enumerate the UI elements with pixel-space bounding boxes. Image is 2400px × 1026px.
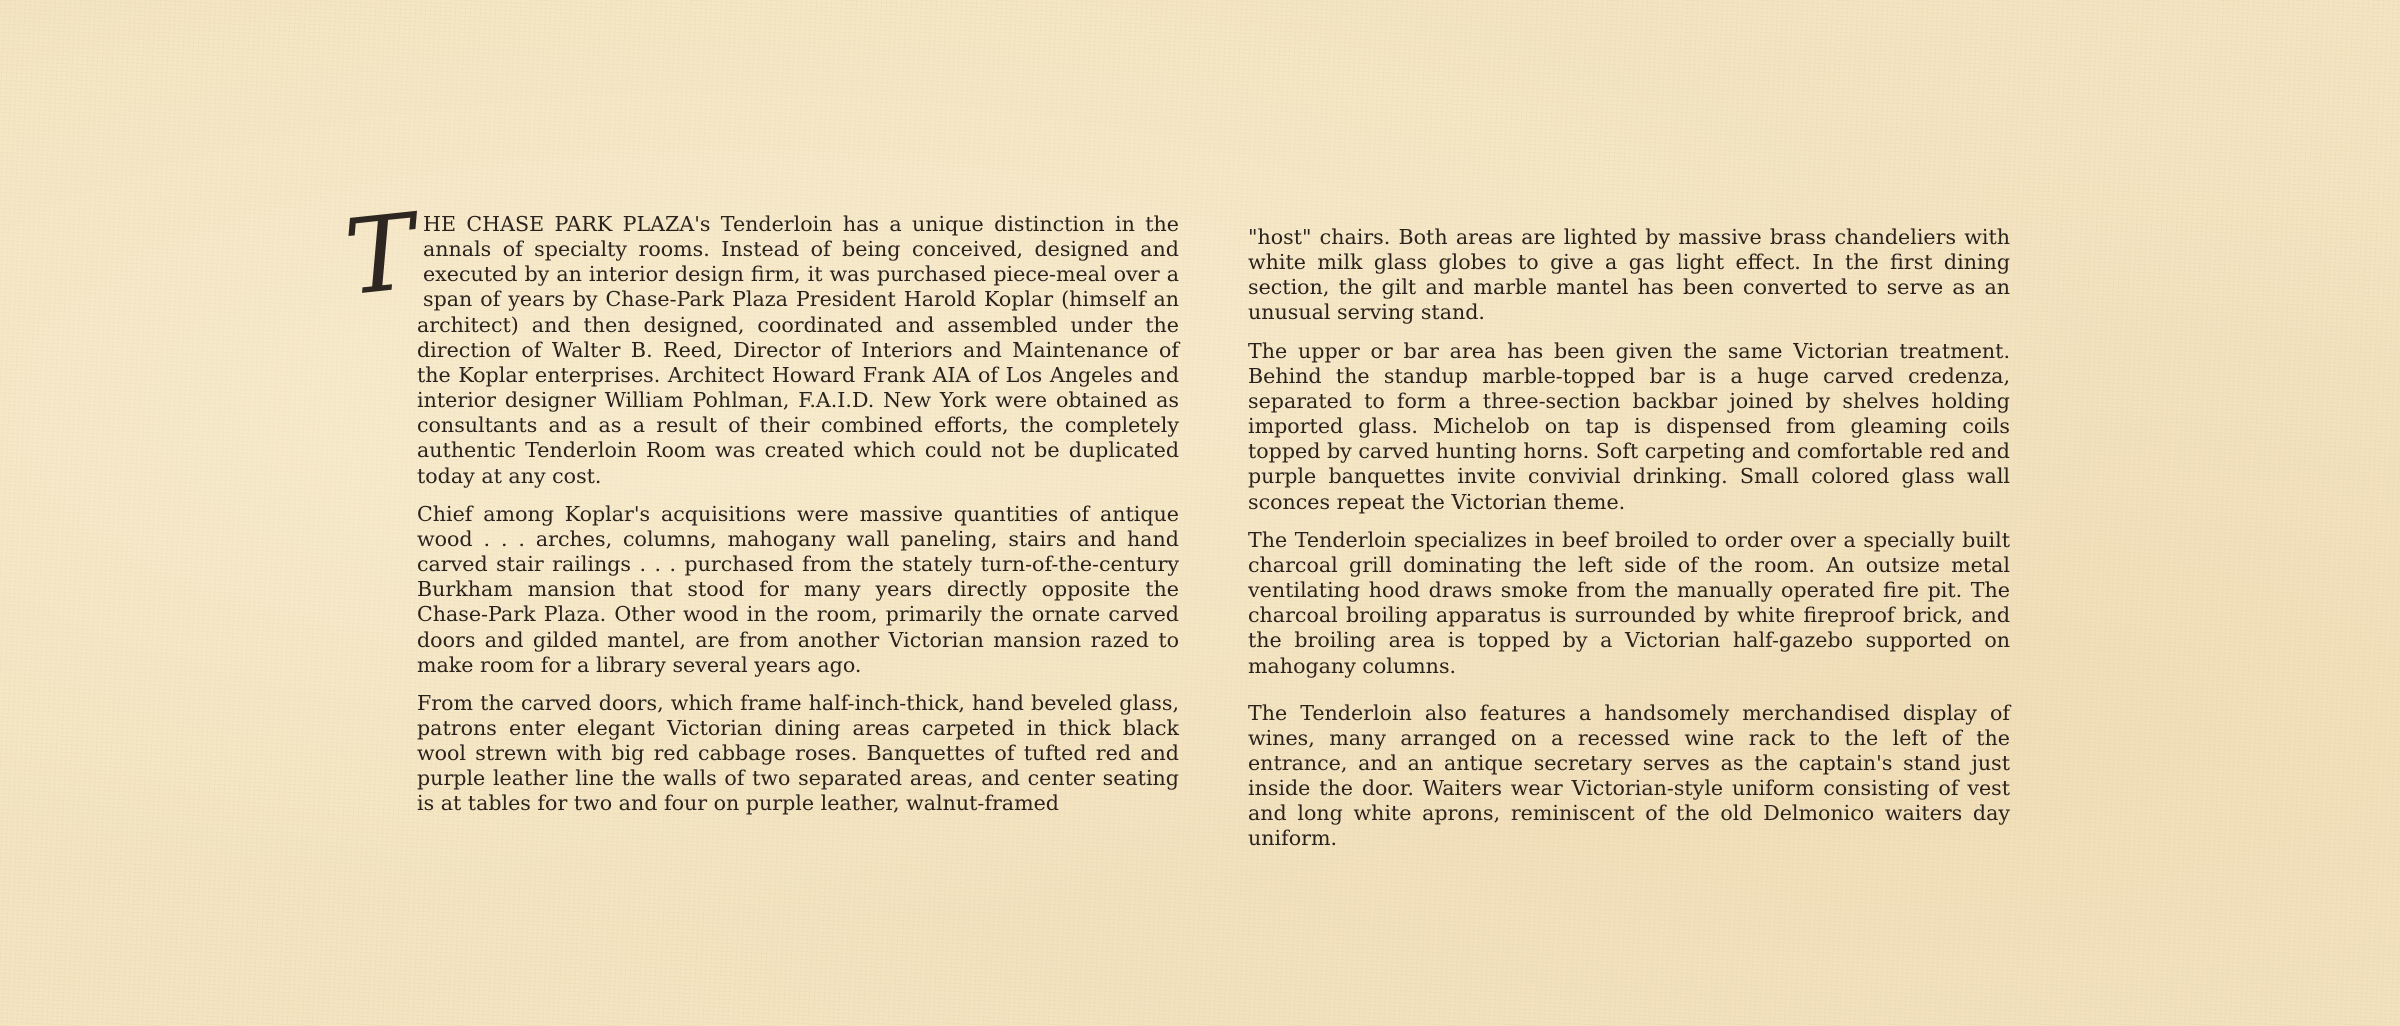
paragraph-dining-entry: From the carved doors, which frame half-inch-thick, hand beveled glass, patrons enter elegant Victorian dining areas carpeted in thick black wool strewn with big red cabbage roses. Banquettes of tufted red and purple leather line the walls of two separated areas, and center seating is at tables for two and four on purple leather, walnut-framed (417, 690, 1179, 816)
paragraph-intro (339, 190, 1179, 489)
paragraph-acquisitions: Chief among Koplar's acquisitions were massive quantities of antique wood . . . arches, columns, mahogany wall paneling, stairs and hand carved stair railings . . . purchased from the stately turn-of-the-century Burkham mansion that stood for many years directly opposite the Chase-Park Plaza. Other wood in the room, primarily the ornate carved doors and gilded mantel, are from another Victorian mansion razed to make room for a library several years ago. (417, 501, 1179, 677)
paragraph-beef-grill: The Tenderloin specializes in beef broiled to order over a specially built charcoal grill dominating the left side of the room. An outsize metal ventilating hood draws smoke from the manually operated fire pit. The charcoal broiling apparatus is surrounded by white fireproof brick, and the broiling area is topped by a Victorian half-gazebo supported on mahogany columns. (1248, 527, 2010, 678)
paragraph-bar-area: The upper or bar area has been given the same Victorian treatment. Behind the standup marble-topped bar is a huge carved credenza, separated to form a three-section backbar joined by shelves holding imported glass. Michelob on tap is dispensed from gleaming coils topped by carved hunting horns. Soft carpeting and comfortable red and purple banquettes invite convivial drinking. Small colored glass wall sconces repeat the Victorian theme. (1248, 338, 2010, 514)
paragraph-intro-text: HE CHASE PARK PLAZA's Tenderloin has a unique distinction in the annals of specialty rooms. Instead of being conceived, designed and executed by an interior design firm, it was purchased piece-meal over a span of years by Chase-Park Plaza President Harold Koplar (himself an architect) and then designed, coordinated and assembled under the direction of Walter B. Reed, Director of Interiors and Maintenance of the Koplar enterprises. Architect Howard Frank AIA of Los Angeles and interior designer William Pohlman, F.A.I.D. New York were obtained as consultants and as a result of their combined efforts, the completely authentic Tenderloin Room was created which could not be duplicated today at any cost. (417, 212, 1179, 488)
drop-cap: T (339, 190, 422, 320)
right-text-column (1248, 225, 2010, 865)
left-text-column (339, 190, 1179, 830)
paragraph-host-chairs: "host" chairs. Both areas are lighted by massive brass chandeliers with white milk glass globes to give a gas light effect. In the first dining section, the gilt and marble mantel has been converted to serve as an unusual serving stand. (1248, 225, 2010, 325)
paragraph-wine-display: The Tenderloin also features a handsomely merchandised display of wines, many arranged on a recessed wine rack to the left of the entrance, and an antique secretary serves as the captain's stand just inside the door. Waiters wear Victorian-style uniform consisting of vest and long white aprons, reminiscent of the old Delmonico waiters day uniform. (1248, 700, 2010, 851)
